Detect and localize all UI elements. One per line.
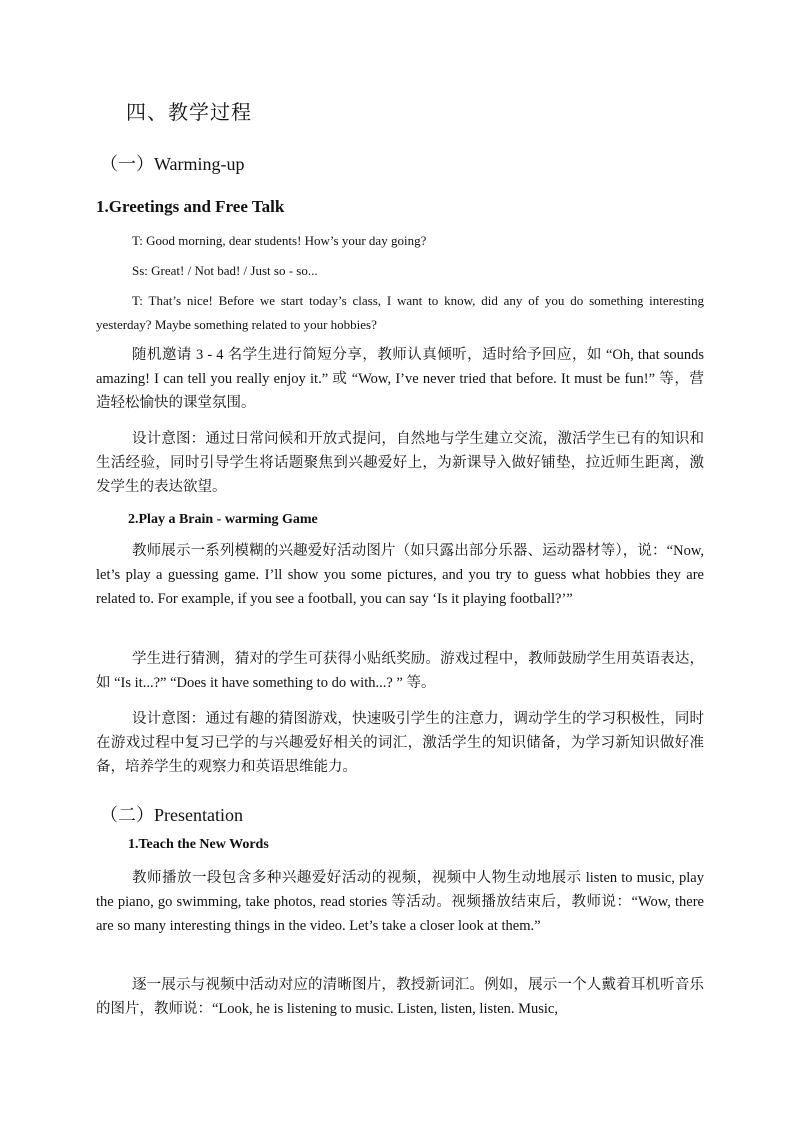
paragraph-guessing-game: 教师展示一系列模糊的兴趣爱好活动图片（如只露出部分乐器、运动器材等），说：“Now, let’s play a guessing game. I’ll show you some pictures, and you try to guess what hobbies they are related to. For example, if you see a football, you can say ‘Is it playing football?’” — [96, 543, 704, 607]
section-title-presentation: （二）Presentation — [100, 805, 243, 825]
paragraph-student-guessing: 学生进行猜测，猜对的学生可获得小贴纸奖励。游戏过程中，教师鼓励学生用英语表达，如 “Is it...?” “Does it have something to do with...? ” 等。 — [96, 651, 704, 691]
subsection-title-brain-game: 2.Play a Brain - warming Game — [128, 512, 318, 527]
subsection-title-greetings: 1.Greetings and Free Talk — [96, 197, 285, 216]
paragraph-students-reply: Ss: Great! / Not bad! / Just so - so... — [132, 263, 318, 278]
section-title-warming-up: （一）Warming-up — [100, 154, 245, 174]
paragraph-design-intent-1: 设计意图：通过日常问候和开放式提问，自然地与学生建立交流，激活学生已有的知识和生活经验，同时引导学生将话题聚焦到兴趣爱好上，为新课导入做好铺垫，拉近师生距离，激发学生的表达欲望。 — [96, 431, 704, 495]
paragraph-teacher-question: T: That’s nice! Before we start today’s class, I want to know, did any of you do something interesting yesterday? Maybe something related to your hobbies? — [96, 293, 704, 332]
paragraph-teach-vocabulary: 逐一展示与视频中活动对应的清晰图片，教授新词汇。例如，展示一个人戴着耳机听音乐的图片，教师说：“Look, he is listening to music. Listen, listen, listen. Music, — [96, 977, 704, 1017]
paragraph-student-sharing: 随机邀请 3 - 4 名学生进行简短分享，教师认真倾听，适时给予回应，如 “Oh, that sounds amazing! I can tell you really enjoy it.” 或 “Wow, I’ve never tried that before. It must be fun!” 等，营造轻松愉快的课堂氛围。 — [96, 347, 704, 411]
paragraph-design-intent-2: 设计意图：通过有趣的猜图游戏，快速吸引学生的注意力，调动学生的学习积极性，同时在游戏过程中复习已学的与兴趣爱好相关的词汇，激活学生的知识储备，为学习新知识做好准备，培养学生的观察力和英语思维能力。 — [96, 711, 704, 775]
subsection-title-new-words: 1.Teach the New Words — [128, 837, 269, 852]
paragraph-video-activities: 教师播放一段包含多种兴趣爱好活动的视频，视频中人物生动地展示 listen to music, play the piano, go swimming, take photos, read stories 等活动。视频播放结束后，教师说：“Wow, there are so many interesting things in the video. Let’s take a closer look at them.” — [96, 870, 704, 934]
paragraph-teacher-greeting: T: Good morning, dear students! How’s your day going? — [132, 233, 427, 248]
section-title-teaching-process: 四、教学过程 — [126, 102, 252, 124]
